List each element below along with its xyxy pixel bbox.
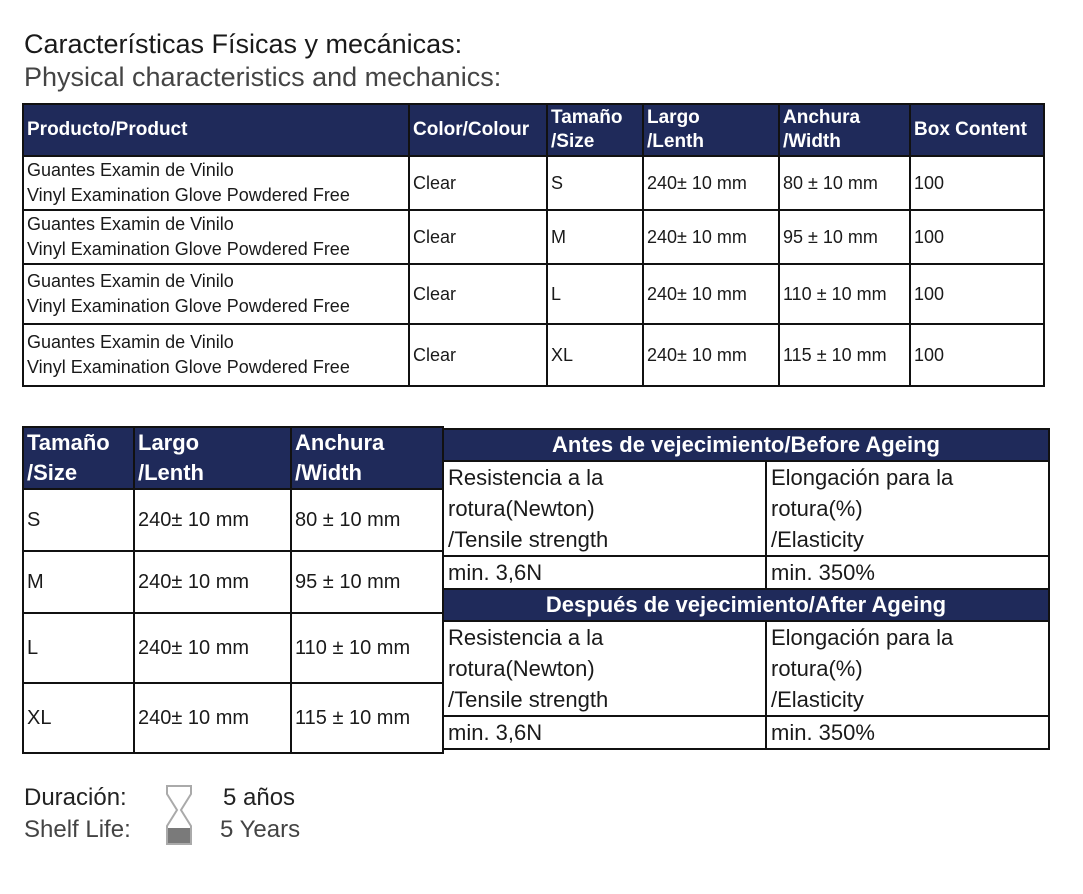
length-cell: 240± 10 mm <box>643 156 779 210</box>
size-table <box>22 426 444 754</box>
width-cell: 95 ± 10 mm <box>291 551 443 613</box>
size-cell: M <box>547 210 643 264</box>
length-cell: 240± 10 mm <box>643 210 779 264</box>
size-header-row <box>23 427 443 489</box>
width-cell: 115 ± 10 mm <box>779 324 910 386</box>
header-width: Anchura /Width <box>779 104 910 156</box>
ageing-table <box>442 428 1050 750</box>
color-cell: Clear <box>409 264 547 324</box>
tensile-strength-label: Resistencia a la rotura(Newton) /Tensile strength <box>443 461 766 556</box>
header-size: Tamaño /Size <box>23 427 134 489</box>
page-title-block <box>24 28 501 94</box>
box-cell: 100 <box>910 264 1044 324</box>
table-row <box>23 324 1044 386</box>
width-cell: 95 ± 10 mm <box>779 210 910 264</box>
length-cell: 240± 10 mm <box>643 264 779 324</box>
header-color: Color/Colour <box>409 104 547 156</box>
size-cell: S <box>547 156 643 210</box>
size-cell: XL <box>547 324 643 386</box>
length-cell: 240± 10 mm <box>643 324 779 386</box>
length-cell: 240± 10 mm <box>134 489 291 551</box>
page-title-es: Características Físicas y mecánicas: <box>24 29 463 59</box>
products-header-row <box>23 104 1044 156</box>
tensile-strength-label: Resistencia a la rotura(Newton) /Tensile strength <box>443 621 766 716</box>
product-cell: Guantes Examin de Vinilo Vinyl Examination Glove Powdered Free <box>23 156 409 210</box>
before-ageing-values-row <box>443 556 1049 589</box>
header-size: Tamaño /Size <box>547 104 643 156</box>
width-cell: 80 ± 10 mm <box>779 156 910 210</box>
length-cell: 240± 10 mm <box>134 613 291 683</box>
tensile-strength-value: min. 3,6N <box>443 716 766 749</box>
header-length: Largo /Lenth <box>643 104 779 156</box>
before-ageing-header-row <box>443 429 1049 461</box>
product-cell: Guantes Examin de Vinilo Vinyl Examination Glove Powdered Free <box>23 264 409 324</box>
table-row <box>23 613 443 683</box>
table-row <box>23 551 443 613</box>
elasticity-label: Elongación para la rotura(%) /Elasticity <box>766 621 1049 716</box>
header-product: Producto/Product <box>23 104 409 156</box>
elasticity-value: min. 350% <box>766 556 1049 589</box>
elasticity-value: min. 350% <box>766 716 1049 749</box>
after-ageing-labels-row <box>443 621 1049 716</box>
hourglass-icon <box>164 784 194 846</box>
table-row <box>23 683 443 753</box>
width-cell: 110 ± 10 mm <box>779 264 910 324</box>
shelf-life-label-en: Shelf Life: <box>24 816 131 843</box>
after-ageing-header-row <box>443 589 1049 621</box>
product-cell: Guantes Examin de Vinilo Vinyl Examination Glove Powdered Free <box>23 324 409 386</box>
table-row <box>23 210 1044 264</box>
width-cell: 80 ± 10 mm <box>291 489 443 551</box>
shelf-life-value-es: 5 años <box>223 784 296 811</box>
header-width: Anchura /Width <box>291 427 443 489</box>
before-ageing-heading: Antes de vejecimiento/Before Ageing <box>443 429 1049 461</box>
header-box-content: Box Content <box>910 104 1044 156</box>
elasticity-label: Elongación para la rotura(%) /Elasticity <box>766 461 1049 556</box>
products-table <box>22 103 1045 387</box>
color-cell: Clear <box>409 324 547 386</box>
size-cell: S <box>23 489 134 551</box>
size-cell: L <box>23 613 134 683</box>
tensile-strength-value: min. 3,6N <box>443 556 766 589</box>
table-row <box>23 264 1044 324</box>
box-cell: 100 <box>910 156 1044 210</box>
length-cell: 240± 10 mm <box>134 683 291 753</box>
shelf-life-label-es: Duración: <box>24 784 127 811</box>
page-title-en: Physical characteristics and mechanics: <box>24 62 502 92</box>
color-cell: Clear <box>409 210 547 264</box>
shelf-life-value-en: 5 Years <box>220 816 301 843</box>
header-length: Largo /Lenth <box>134 427 291 489</box>
width-cell: 110 ± 10 mm <box>291 613 443 683</box>
length-cell: 240± 10 mm <box>134 551 291 613</box>
after-ageing-heading: Después de vejecimiento/After Ageing <box>443 589 1049 621</box>
size-cell: M <box>23 551 134 613</box>
size-cell: XL <box>23 683 134 753</box>
color-cell: Clear <box>409 156 547 210</box>
table-row <box>23 156 1044 210</box>
width-cell: 115 ± 10 mm <box>291 683 443 753</box>
box-cell: 100 <box>910 324 1044 386</box>
before-ageing-labels-row <box>443 461 1049 556</box>
table-row <box>23 489 443 551</box>
product-cell: Guantes Examin de Vinilo Vinyl Examination Glove Powdered Free <box>23 210 409 264</box>
box-cell: 100 <box>910 210 1044 264</box>
after-ageing-values-row <box>443 716 1049 749</box>
size-cell: L <box>547 264 643 324</box>
